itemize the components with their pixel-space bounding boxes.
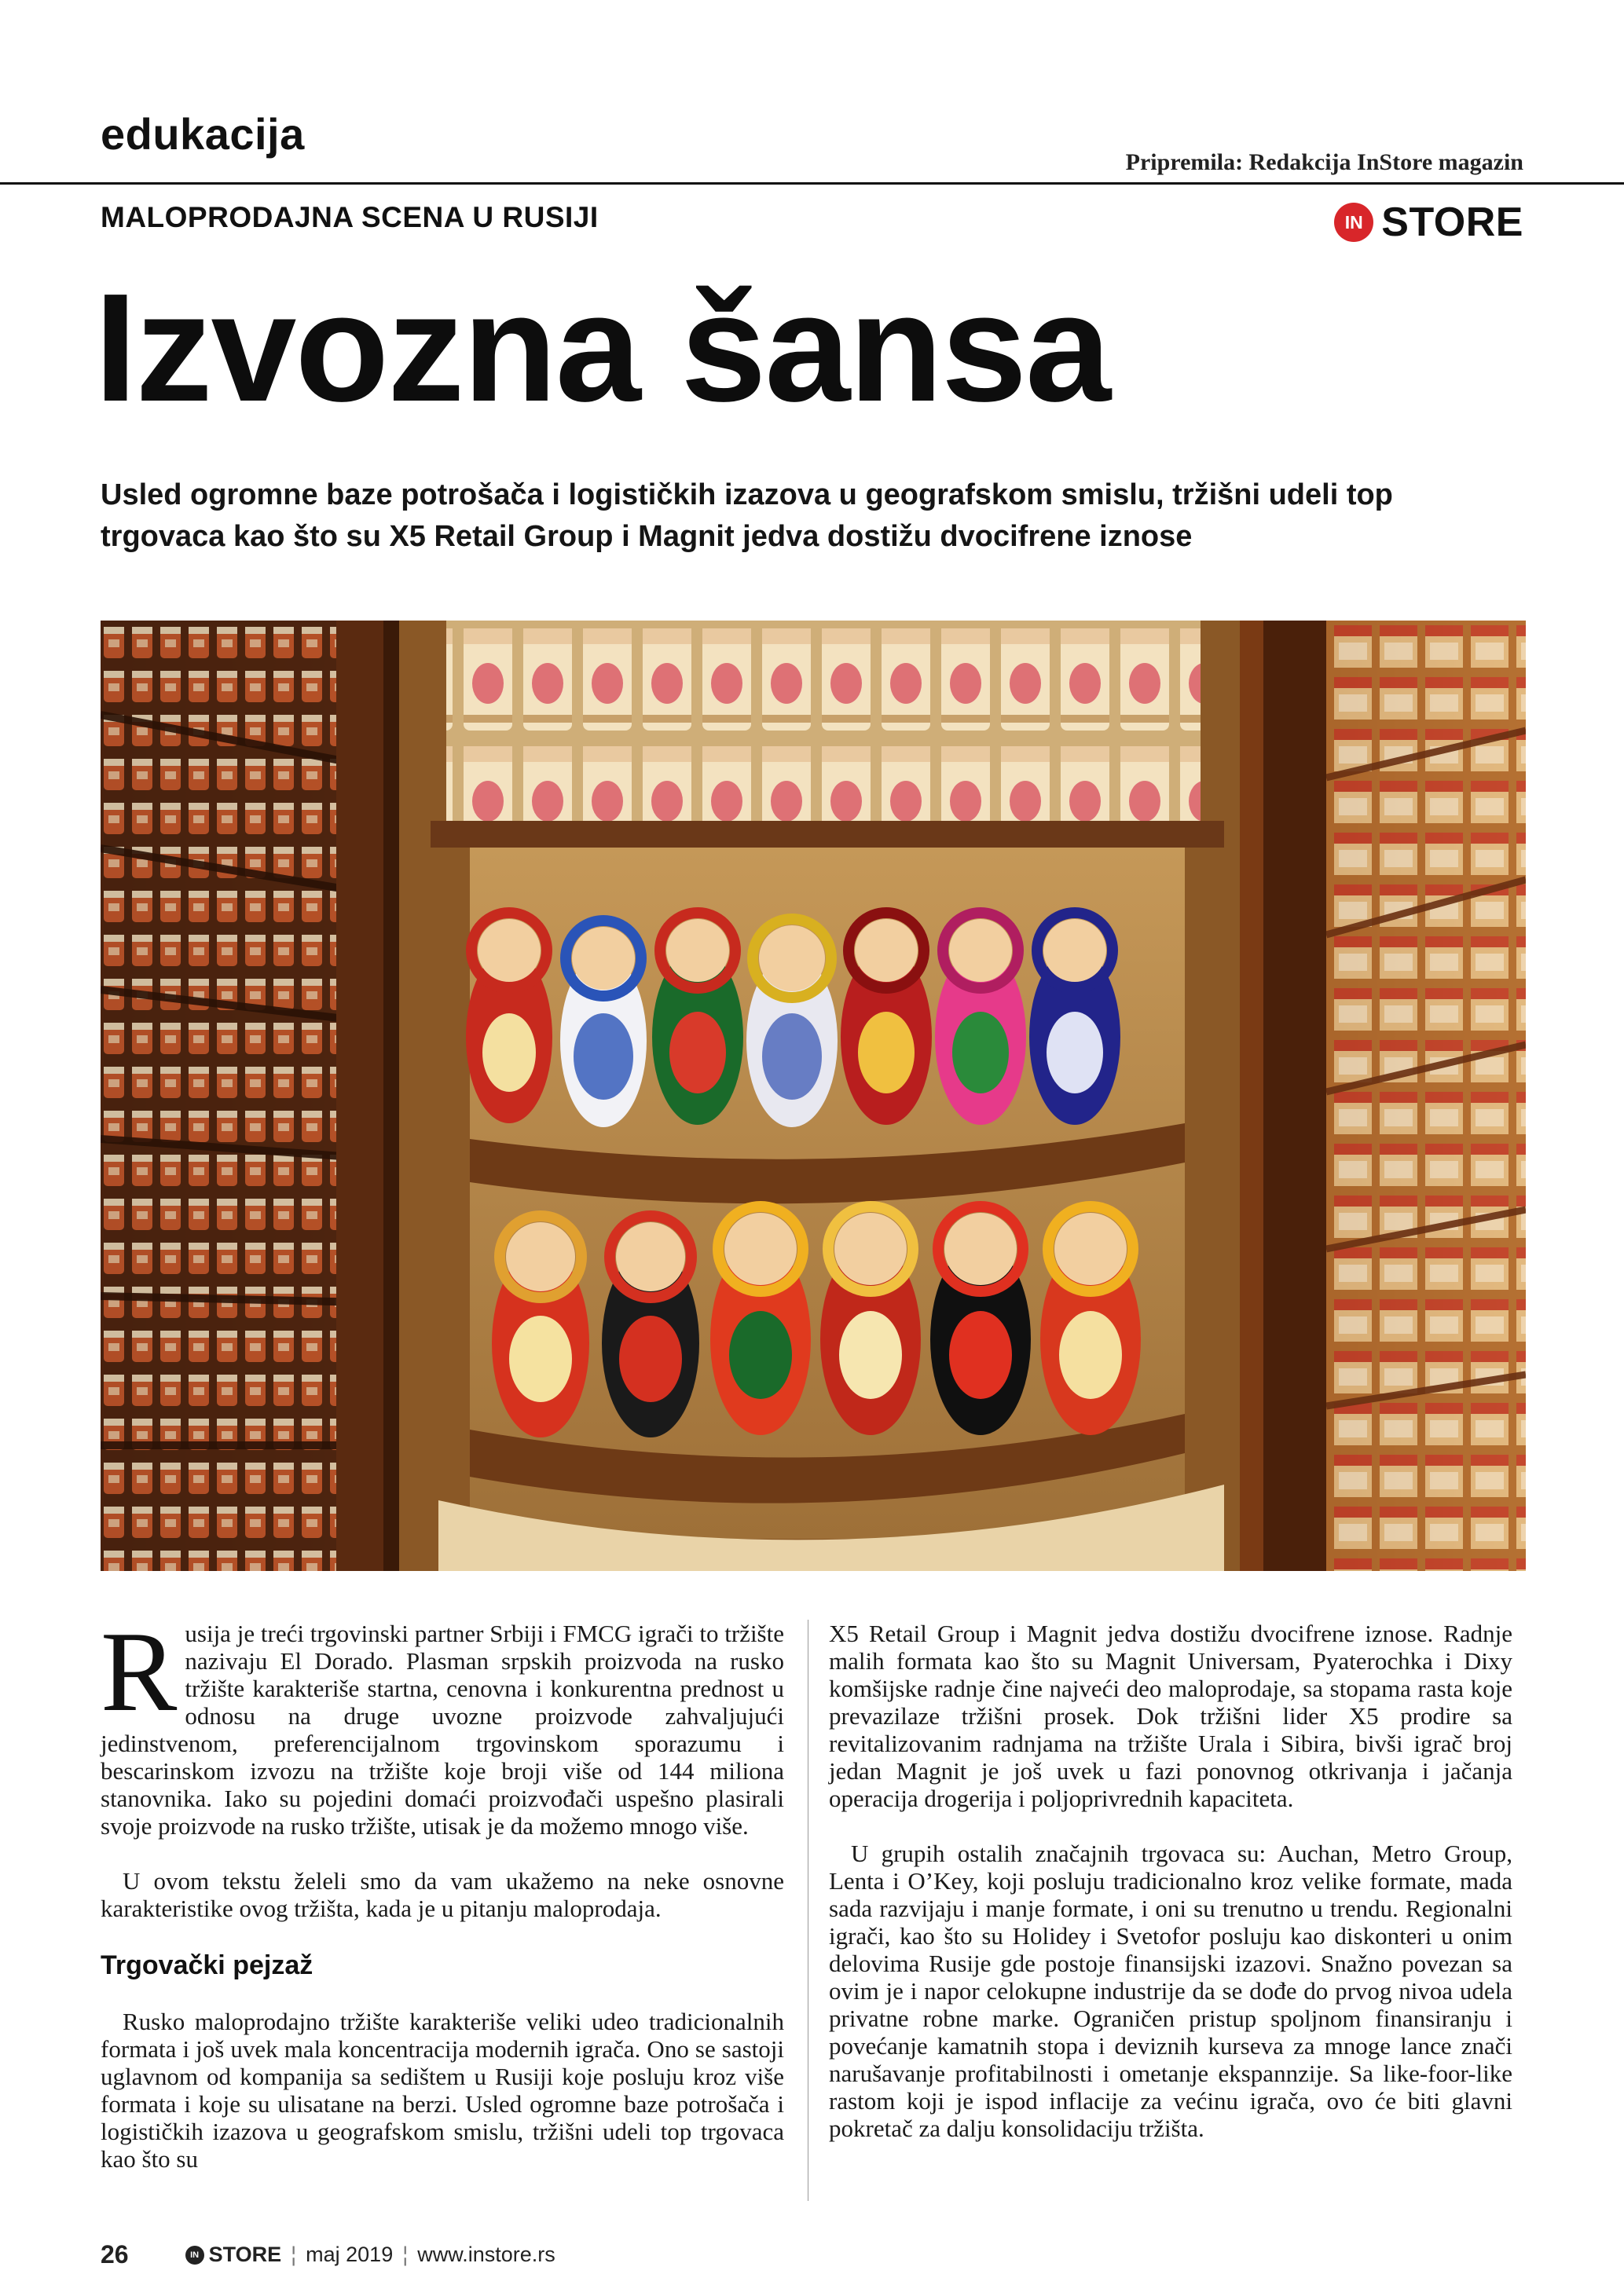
- article-title: Izvozna šansa: [94, 262, 1110, 434]
- footer-logo: [185, 2243, 282, 2267]
- in-logo-icon: IN: [1334, 203, 1373, 242]
- subheading: Trgovački pejzaž: [101, 1950, 313, 1980]
- paragraph-intro: usija je treći trgovinski partner Srbiji i FMCG igrači to tržište nazivaju El Dorado. Plasman srpskih proizvoda na rusko tržište karakteriše startna, cenovna i konkurentna prednost u odnosu na druge uvozne proizvode zahvaljujući jedinstvenom, preferencijalnom trgovinskom sporazumu i bescarinskom izvozu na tržište koje broji više od 144 miliona stanovnika. Iako su pojedini domaći proizvođači uspešno plasirali svoje proizvode na rusko tržište, utisak je da možemo mnogo više.: [101, 1620, 784, 1840]
- author-credit: Pripremila: Redakcija InStore magazin: [1125, 149, 1523, 175]
- section-label: edukacija: [101, 109, 305, 159]
- paragraph-market: Rusko maloprodajno tržište karakteriše veliki udeo tradicionalnih formata i još uvek mala koncentracija modernih igrača. Ono se sastoji uglavnom od kompanija sa sedištem u Rusiji koje posluju kroz više formata i koje su ulisatane na berzi. Usled ogromne baze potrošača i logističkih izazova u geografskom smislu, tržišni udeli top trgovaca kao što su: [101, 2008, 784, 2173]
- footer-separator: ¦: [291, 2243, 297, 2266]
- issue-date: maj 2019: [306, 2243, 394, 2266]
- paragraph-purpose: U ovom tekstu želeli smo da vam ukažemo na neke osnovne karakteristike ovog tržišta, kada je u pitanju maloprodaja.: [101, 1867, 784, 1922]
- footer-separator: ¦: [402, 2243, 409, 2266]
- drop-cap: R: [101, 1608, 178, 1735]
- article-photo: [101, 621, 1526, 1571]
- footer-logo-text: STORE: [208, 2243, 282, 2266]
- paragraph-market-continued: X5 Retail Group i Magnit jedva dostižu dvocifrene iznose. Radnje malih formata kao što su Magnit Universam, Pyaterochka i Dixy komšijske radnje čine najveći deo maloprodaje, sa stopama rasta koje prevazilaze tržišni prosek. Dok tržišni lider X5 prodire sa revitalizovanim radnjama na tržište Urala i Sibira, bivši igrač broj jedan Magnit je još uvek u fazi ponovnog otkrivanja i jačanja operacija drogerija i poljoprivrednih kapaciteta.: [829, 1620, 1512, 1812]
- paragraph-competitors: U grupih ostalih značajnih trgovaca su: Auchan, Metro Group, Lenta i O’Key, koji posluju tradicionalno kroz velike formate, mada sada razvijaju i manje formate, i oni su trenutno u trendu. Regionalni igrači, kao što su Holidey i Svetofor posluju kao diskonteri u onim delovima Rusije gde postoje finansijski izazovi. Snažno povezan sa ovim je i napor celokupne industrije da se dođe do prvog nivoa udela privatne robne marke. Ograničen pristup spoljnom finansiranju i povećanje kamatnih stopa i deviznih kurseva za mnoge lance znači narušavanje profitabilnosti i ometanje ekspannzije. Sa like-foor-like rastom koji je ispod inflacije za većinu igrača, ovo će biti glavni pokretač za dalju konsolidaciju tržišta.: [829, 1840, 1512, 2142]
- header-rule: [0, 182, 1624, 185]
- website-link[interactable]: www.instore.rs: [417, 2243, 555, 2266]
- article-column-right: [829, 1620, 1512, 2142]
- page-footer: [101, 2240, 555, 2269]
- article-lead: Usled ogromne baze potrošača i logističkih izazova u geografskom smislu, tržišni udeli top trgovaca kao što su X5 Retail Group i Magnit jedva dostižu dvocifrene iznose: [101, 478, 1393, 553]
- instore-logo: [1334, 199, 1523, 246]
- kicker: MALOPRODAJNA SCENA U RUSIJI: [101, 201, 599, 233]
- page-number: 26: [101, 2240, 129, 2269]
- matryoshka-shelf-photo-icon: [101, 621, 1526, 1571]
- article-column-left: [101, 1608, 784, 2173]
- in-logo-icon: IN: [185, 2246, 204, 2265]
- logo-store-text: STORE: [1381, 200, 1523, 245]
